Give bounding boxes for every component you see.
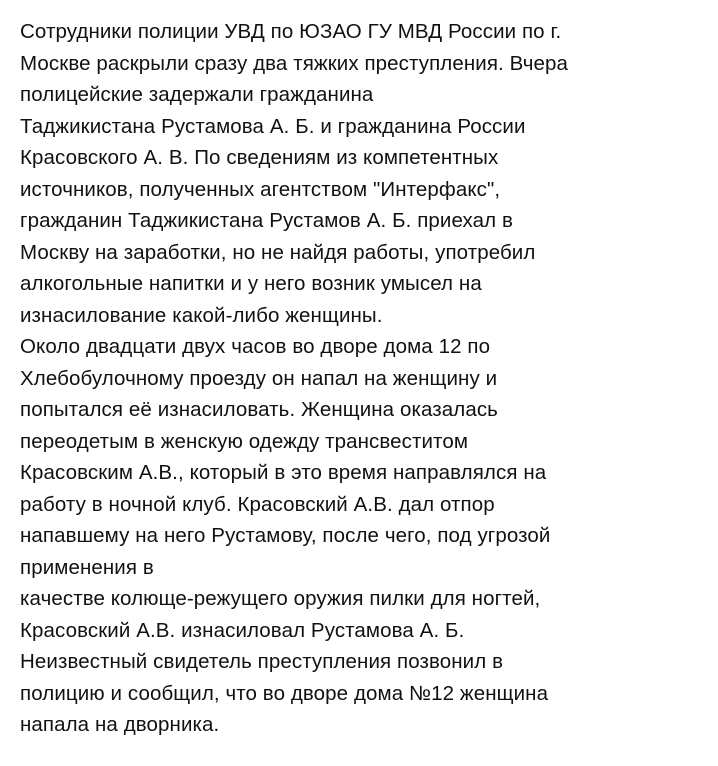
- text-line: применения в: [20, 555, 154, 579]
- text-line: алкогольные напитки и у него возник умысел на: [20, 272, 482, 295]
- text-line: Таджикистана Рустамова А. Б. и гражданина России: [20, 114, 526, 138]
- text-line: Красовского А. В. По сведениям из компетентных: [20, 146, 499, 169]
- text-line: Красовским А.В., который в это время направлялся на: [20, 461, 547, 484]
- text-line: гражданин Таджикистана Рустамов А. Б. приехал в: [20, 209, 513, 232]
- text-line: напала на дворника.: [20, 713, 220, 736]
- text-line: попытался её изнасиловать. Женщина оказалась: [20, 398, 498, 421]
- text-line: переодетым в женскую одежду трансвеститом: [20, 429, 469, 453]
- text-line: полицию и сообщил, что во дворе дома №12 женщина: [20, 681, 549, 705]
- text-line: Около двадцати двух часов во дворе дома 12 по: [20, 335, 491, 358]
- text-line: Неизвестный свидетель преступления позвонил в: [20, 650, 504, 673]
- text-line: полицейские задержали гражданина: [20, 83, 374, 106]
- text-line: изнасилование какой-либо женщины.: [20, 303, 383, 327]
- text-line: качестве колюще-режущего оружия пилки для ногтей,: [20, 587, 541, 610]
- text-line: источников, полученных агентством "Интерфакс",: [20, 177, 501, 201]
- text-line: Сотрудники полиции УВД по ЮЗАО ГУ МВД России по г.: [20, 20, 562, 43]
- text-line: Хлебобулочному проезду он напал на женщину и: [20, 366, 498, 390]
- post-text: [20, 16, 710, 741]
- text-line: работу в ночной клуб. Красовский А.В. дал отпор: [20, 492, 495, 516]
- text-line: Москву на заработки, но не найдя работы, употребил: [20, 240, 536, 264]
- text-line: Москве раскрыли сразу два тяжких преступления. Вчера: [20, 51, 568, 75]
- text-line: Красовский А.В. изнасиловал Рустамова А. Б.: [20, 618, 465, 642]
- text-line: напавшему на него Рустамову, после чего, под угрозой: [20, 524, 551, 547]
